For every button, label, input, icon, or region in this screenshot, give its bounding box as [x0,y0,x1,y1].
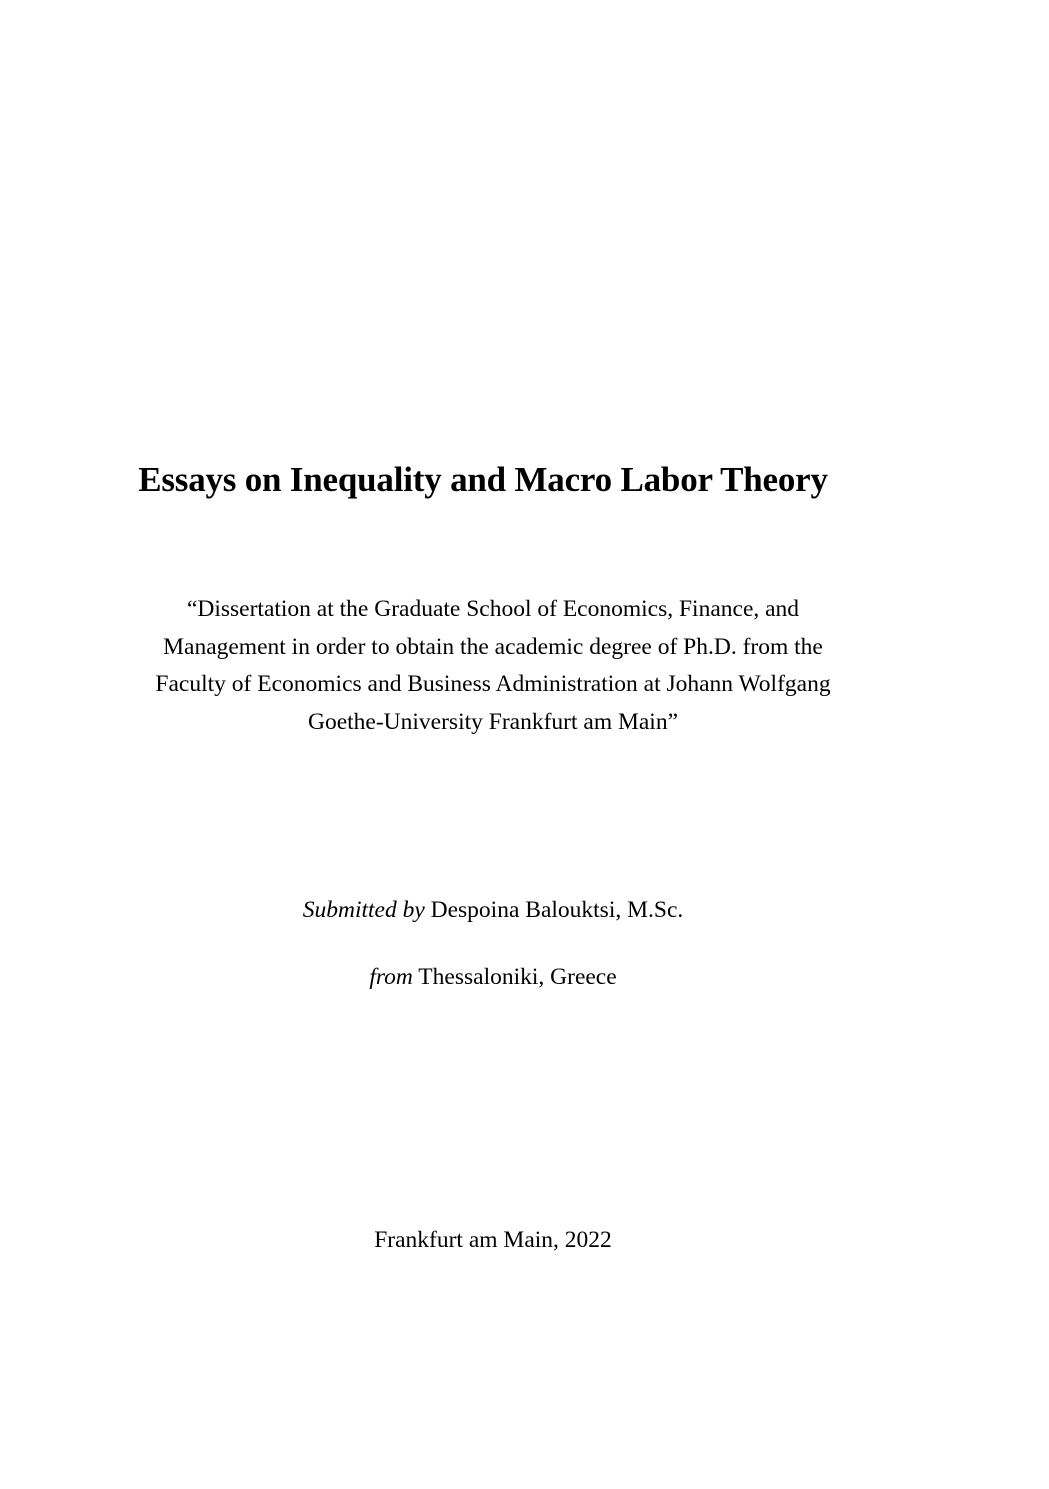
submitted-by-line [0,895,986,925]
place-and-year: Frankfurt am Main, 2022 [374,1227,612,1253]
submitted-by-label: Submitted by [302,897,425,923]
origin-label: from [369,964,413,990]
dissertation-statement-line: Faculty of Economics and Business Administration at Johann Wolfgang [155,671,831,697]
origin-place: Thessaloniki, Greece [412,964,617,990]
dissertation-statement-line: Goethe-University Frankfurt am Main” [307,708,679,735]
dissertation-title: Essays on Inequality and Macro Labor Theory [138,460,828,499]
dissertation-statement-line: Management in order to obtain the academic degree of Ph.D. from the [163,633,823,660]
dissertation-statement-line: “Dissertation at the Graduate School of Economics, Finance, and [186,596,800,622]
dissertation-statement [0,591,986,741]
origin-line [0,962,986,992]
author-name: Despoina Balouktsi, M.Sc. [424,897,684,923]
